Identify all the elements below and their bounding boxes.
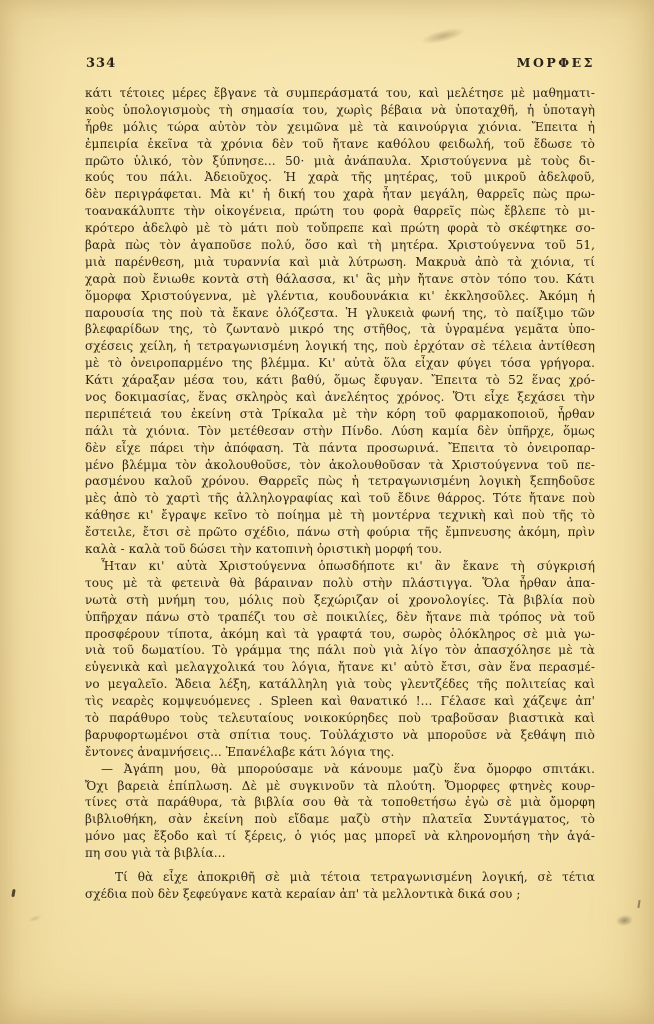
ink-tick-bottom-right xyxy=(637,900,640,908)
text-line: μὲ τὸ ὀνειροπαρμένο της βλέμμα. Κι' αὐτὰ ὅλα εἶχαν φύγει τόσα γρήγορα. xyxy=(85,356,595,371)
text-line: νωτὰ στὴ μνήμη του, μόλις ποὺ ξεχώριζαν οἱ χρονολογίες. Τὰ βιβλία ποὺ xyxy=(85,592,595,607)
text-line: Ὄχι βαρειὰ ἐπίπλωση. Δὲ μὲ συγκινοῦν τὰ πλούτη. Ὄμορφες φτηνὲς κουρ- xyxy=(85,778,595,793)
paragraph xyxy=(85,761,595,862)
text-line: παρουσία της ποὺ τὰ ἔκανε ὁλόζεστα. Ἡ γλυκειὰ φωνή της, τὸ παίξιμο τῶν xyxy=(85,305,595,320)
text-line: δὲν περιγράφεται. Μὰ κι' ἡ δική του χαρὰ ἦταν μεγάλη, θαρρεῖς πὼς πρω- xyxy=(85,187,595,202)
text-line: Κάτι χάραξαν μέσα του, κάτι βαθύ, ὅμως ἔφυγαν. Ἔπειτα τὸ 52 ἕνας χρό- xyxy=(85,373,595,388)
text-line: ρασμένου καλοῦ χρόνου. Θαρρεῖς πὼς ἡ τετραγωνισμένη λογικὴ ξεπηδοῦσε xyxy=(85,474,595,489)
text-line: τοανακάλυπτε τὴν οἰκογένεια, πρώτη του φορὰ θαρρεῖς πὼς ἔβλεπε τὸ μι- xyxy=(85,204,595,219)
paragraph xyxy=(85,869,595,903)
paragraph xyxy=(85,558,595,761)
text-line: μιὰ παρένθεση, μιὰ τυραννία καὶ μιὰ λύτρωση. Μακρυὰ ἀπὸ τὰ χιόνια, τί xyxy=(85,254,595,269)
text-line: νος δοκιμασίας, ἕνας σκληρὸς καὶ ἀνελέητος χρόνος. Ὅτι εἶχε ξεχάσει τὴν xyxy=(85,390,595,405)
text-line: νιὰ τοῦ δωματίου. Τὸ γράμμα της πάλι ποὺ γιὰ λίγο τὸν ἀπασχόλησε μὲ τὰ xyxy=(85,643,595,658)
text-line: προσφέρουν τίποτα, ἀκόμη καὶ τὰ γραφτά του, σωρὸς ὁλόκληρος σὲ μιὰ γω- xyxy=(85,626,595,641)
text-line: πη σου γιὰ τὰ βιβλία... xyxy=(85,846,226,861)
text-line: ὅμορφα Χριστούγεννα, μὲ γλέντια, κουδουνάκια κι' ἐκκλησοῦλες. Ἀκόμη ἡ xyxy=(85,288,595,303)
running-header xyxy=(86,55,595,71)
text-line: βλεφαρίδων της, τὸ ζωντανὸ μικρό της στῆθος, τὰ ὑγραμένα γεμᾶτα ὑπο- xyxy=(85,322,595,337)
paper-smudge-top-center xyxy=(419,25,467,48)
text-line: ὑπῆρχαν πάνω στὸ τραπέζι του σὲ ποικιλίες, δὲν ἤτανε πιὰ τρόπος νὰ τοῦ xyxy=(85,609,595,624)
text-line: κούς του πάλι. Ἀδειοῦχος. Ἡ χαρὰ τῆς μητέρας, τοῦ μικροῦ ἀδελφοῦ, xyxy=(85,170,595,185)
text-line: Ἦταν κι' αὐτὰ Χριστούγεννα ὁπωσδήποτε κι' ἂν ἔκανε τὴ σύγκρισή xyxy=(101,558,595,573)
text-line: βαρὰ πὼς τὸν ἀγαποῦσε πολύ, ὅσο καὶ τὴ μητέρα. Χριστούγεννα τοῦ 51, xyxy=(85,238,595,253)
text-line: κάθησε κι' ἔγραψε κεῖνο τὸ ποίημα μὲ τὴ μοντέρνα τεχνικὴ καὶ ποὺ τῆς τὸ xyxy=(85,508,595,523)
text-line: βαρυφορτωμένοι στὰ σπίτια τους. Τοὐλάχιστο νὰ μποροῦσε νὰ ξεθάψη πιὸ xyxy=(85,727,595,742)
text-line: ἔντονες ἀναμνήσεις... Ἐπανέλαβε κάτι λόγια της. xyxy=(85,744,395,759)
text-line: πάλι τὰ χιόνια. Τὸν μετέθεσαν στὴν Πίνδο. Λύση καμία δὲν ὑπῆρχε, ὅμως xyxy=(85,423,595,438)
text-line: μόνο μας ἔξοδο καὶ τί ξέρεις, ὁ γιός μας μπορεῖ νὰ κληρονομήση τὴν ἀγά- xyxy=(85,829,595,844)
paper-smudge-bottom-right xyxy=(615,914,633,927)
text-line: κάτι τέτοιες μέρες ἔβγανε τὰ συμπεράσματά του, καὶ μελέτησε μὲ μαθηματι- xyxy=(85,86,595,100)
text-line: — Ἀγάπη μου, θὰ μπορούσαμε νὰ κάνουμε μαζὺ ἕνα ὄμορφο σπιτάκι. xyxy=(101,761,595,776)
text-line: εὐγενικὰ καὶ μελαγχολικά του λόγια, ἤτανε κι' αὐτὸ ἔτσι, σὰν ἕνα περασμέ- xyxy=(85,660,595,675)
paper-smudge-bottom-left xyxy=(28,914,43,923)
text-line: σχέσεις χείλη, ἡ τετραγωνισμένη λογική της, ποὺ ἐρχόταν σὲ τέλεια ἀντίθεση xyxy=(85,339,595,354)
text-line: ἐμπειρία ἐκεῖνα τὰ χρόνια δὲν τοῦ ἤτανε καθόλου φειδωλή, τοῦ ἔδωσε τὸ xyxy=(85,136,595,151)
page-number: 334 xyxy=(86,56,117,71)
text-line: τίνες στὰ παράθυρα, τὰ βιβλία σου θὰ τὰ τοποθετήσω ἐγὼ σὲ μιὰ ὄμορφη xyxy=(85,795,595,810)
text-line: τὸ παράθυρο τοὺς τελευταίους νοικοκύρηδες ποὺ τραβοῦσαν βιαστικὰ καὶ xyxy=(85,710,595,725)
text-line: χαρὰ ποὺ ἔνιωθε κοντὰ στὴ θάλασσα, κι' ἃς μὴν ἤτανε στὸν τόπο του. Κάτι xyxy=(85,271,595,286)
text-line: τους μὲ τὰ φετεινὰ θὰ βάραιναν πολὺ στὴν πλάστιγγα. Ὅλα ἦρθαν ἁπα- xyxy=(85,575,595,590)
text-line: περιπέτειά του ἐκείνη στὰ Τρίκαλα μὲ τὴν κόρη τοῦ φαρμακοποιοῦ, ἦρθαν xyxy=(85,406,595,421)
text-line: μὲς ἀπὸ τὸ χαρτὶ τῆς ἀλληλογραφίας καὶ τοῦ ἔδινε θάρρος. Τότε ἤτανε ποὺ xyxy=(85,491,595,506)
text-line: καλὰ - καλὰ τοῦ δώσει τὴν κατοπινὴ ὁριστικὴ μορφή του. xyxy=(85,542,443,557)
text-line: βιβλιοθήκη, σὰν ἐκείνη ποὺ εἴδαμε μαζὺ στὴν πλατεῖα Συντάγματος, τὸ xyxy=(85,812,595,827)
body-text xyxy=(85,85,595,903)
text-line: ἦρθε μόλις τώρα αὐτὸν τὸν χειμῶνα μὲ τὰ καινούργια χιόνια. Ἔπειτα ἡ xyxy=(85,119,595,134)
text-line: τὶς νεαρὲς κομψευόμενες . Spleen καὶ θανατικό !... Γέλασε καὶ χάζεψε ἀπ' xyxy=(85,694,595,709)
text-line: δὲν εἶχε πάρει τὴν ἀπόφαση. Τὰ πάντα προσωρινά. Ἔπειτα τὸ ὀνειροπαρ- xyxy=(85,440,595,455)
text-line: πρῶτο ὑλικό, τὸν ξύπνησε... 50· μιὰ ἀνάπαυλα. Χριστούγεννα μὲ τοὺς δι- xyxy=(85,153,595,168)
text-line: ἔστειλε, ἔτσι σὲ πρῶτο σχέδιο, πάνω στὴ φούρια τῆς ἔμπνευσης ἀκόμη, πρὶν xyxy=(85,525,595,540)
text-line: κρότερο ἀδελφὸ μὲ τὸ μάτι ποὺ τοὔπρεπε καὶ πρώτη φορὰ τὸ σκέφτηκε σο- xyxy=(85,221,595,236)
paragraph xyxy=(85,85,595,558)
running-head-title: ΜΟΡΦΕΣ xyxy=(516,55,595,70)
text-line: Τί θὰ εἶχε ἀποκριθῆ σὲ μιὰ τέτοια τετραγωνισμένη λογική, σὲ τέτια xyxy=(115,869,595,884)
text-line: μένο βλέμμα τὸν ἀκολουθοῦσε, τὸν ἀκολουθοῦσαν τὰ Χριστούγεννα τοῦ πε- xyxy=(85,457,595,472)
text-line: νο μεγαλεῖο. Ἄδεια λέξη, κατάλληλη γιὰ τοὺς γλεντζέδες τῆς πολιτείας καὶ xyxy=(85,677,595,692)
ink-mark-bottom-left xyxy=(11,889,15,897)
text-line: σχέδια ποὺ δὲν ξεφεύγανε κατὰ κεραίαν ἀπ' τὰ μελλοντικὰ δικά σου ; xyxy=(85,886,521,901)
text-line: κοὺς ὑπολογισμοὺς τὴ σημασία του, χωρὶς βέβαια νὰ ὑποταχθῆ, ἡ ὑποταγὴ xyxy=(85,102,595,117)
